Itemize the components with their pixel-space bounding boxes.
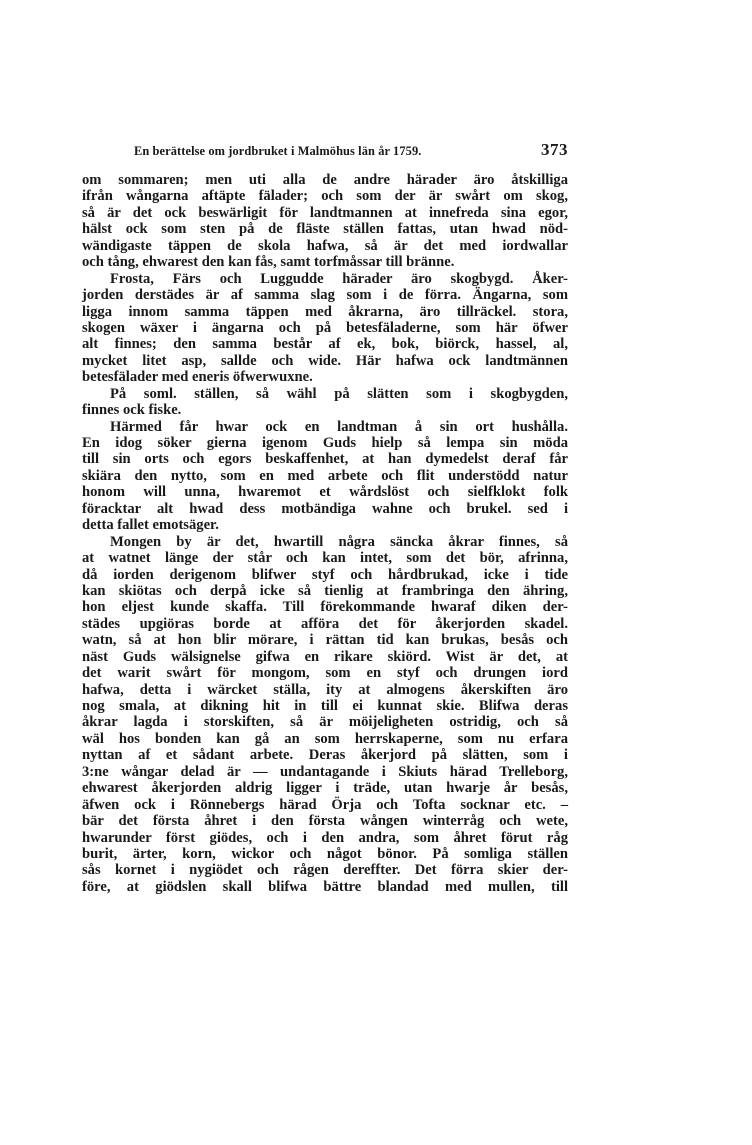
text-line: skogen wäxer i ängarna och på betesfäladerne, som här öfwer [82, 319, 568, 336]
running-head [134, 140, 568, 162]
text-line: wäl hos bonden kan gå an som herrskaperne, som nu erfara [82, 730, 568, 747]
text-line: nog smala, at dikning hit in till ei kunnat skie. Blifwa deras [82, 698, 568, 714]
text-line: då iorden derigenom blifwer styf och hårdbrukad, icke i tide [82, 566, 568, 583]
text-line: detta fallet emotsäger. [82, 517, 219, 534]
text-line: betesfälader med eneris öfwerwuxne. [82, 369, 313, 386]
text-line: Frosta, Färs och Luggudde härader äro skogbygd. Åker- [110, 270, 568, 287]
text-line: at watnet länge der står och kan intet, som det bör, afrinna, [82, 550, 568, 567]
text-line: föracktar alt hwad dess motbändiga wahne och brukel. sed i [82, 500, 568, 517]
text-line: städes upgiöras borde at afföra det för åkerjorden skadel. [82, 615, 568, 632]
text-line: En idog söker gierna igenom Guds hielp så lempa sin möda [82, 435, 568, 451]
text-line: finnes ock fiske. [82, 402, 182, 419]
text-line: kan skiötas och derpå icke så tienlig at frambringa den ähring, [82, 582, 568, 599]
text-line: så är det ock beswärligit för landtmannen at innefreda sina egor, [82, 204, 568, 221]
text-line: alt finnes; den samma består af ek, bok, biörck, hassel, al, [82, 336, 568, 353]
text-line: före, at giödslen skall blifwa bättre blandad med mullen, till [82, 878, 568, 895]
text-line: honom will unna, hwaremot et wårdslöst och sielfklokt folk [82, 484, 568, 501]
text-line: jorden derstädes är af samma slag som i de förra. Ängarna, som [82, 287, 568, 304]
text-line: watn, så at hon blir mörare, i rättan tid kan brukas, besås och [82, 632, 568, 649]
page-number: 373 [541, 140, 568, 159]
text-line: burit, ärter, korn, wickor och något bönor. På somliga ställen [82, 845, 568, 862]
text-line: sås kornet i nygiödet och rågen dereffter. Det förra skier der- [82, 862, 568, 879]
text-line: åkrar lagda i storskiften, så är möijeligheten ostridig, och så [82, 714, 568, 731]
text-line: Härmed får hwar ock en landtman å sin ort hushålla. [110, 418, 568, 435]
text-line: wändigaste täppen de skola hafwa, så är det med iordwallar [82, 237, 568, 254]
body-text [82, 172, 568, 895]
text-line: nyttan af et sådant arbete. Deras åkerjord på slätten, som i [82, 747, 568, 764]
text-line: ligga innom samma täppen med åkrarna, äro tillräckel. stora, [82, 303, 568, 320]
text-line: äfwen ock i Rönnebergs härad Örja och Tofta socknar etc. – [82, 796, 568, 813]
text-line: ifrån wångarna aftäpte fälader; och som der är swårt om skog, [82, 188, 568, 205]
text-line: näst Guds wälsignelse gifwa en rikare skiörd. Wist är det, at [82, 648, 568, 665]
running-title: En berättelse om jordbruket i Malmöhus län år 1759. [134, 144, 422, 158]
text-line: hwarunder först giödes, och i den andra, som åhret förut råg [82, 829, 568, 846]
text-line: hon eljest kunde skaffa. Till förekommande hwaraf diken der- [82, 599, 568, 616]
text-line: det warit swårt för mongom, som en styf och drungen iord [82, 665, 568, 682]
text-line: hälst ock som sten på de fläste ställen fattas, utan hwad nöd- [82, 221, 568, 238]
text-line: skiära den nytto, som en med arbete och flit understödd natur [82, 467, 568, 484]
text-line: bär det första åhret i den första wången winterråg och wete, [82, 813, 568, 830]
text-line: om sommaren; men uti alla de andre härader äro åtskilliga [82, 172, 568, 188]
text-line: till sin orts och egors beskaffenhet, at han dymedelst deraf får [82, 451, 568, 468]
text-line: hafwa, detta i wärcket ställa, ity at almogens åkerskiften äro [82, 681, 568, 698]
text-line: På soml. ställen, så wähl på slätten som i skogbygden, [110, 385, 568, 402]
text-line: Mongen by är det, hwartill några sänckа åkrar finnes, så [110, 533, 568, 550]
text-line: och tång, ehwarest den kan fås, samt torfmåssar till bränne. [82, 254, 455, 271]
text-line: mycket litet asp, sallde och wide. Här hafwa ock landtmännen [82, 352, 568, 369]
text-line: 3:ne wångar delad är — undantagande i Skiuts härad Trelleborg, [82, 763, 568, 780]
text-line: ehwarest åkerjorden aldrig ligger i träde, utan hwarje år besås, [82, 780, 568, 797]
